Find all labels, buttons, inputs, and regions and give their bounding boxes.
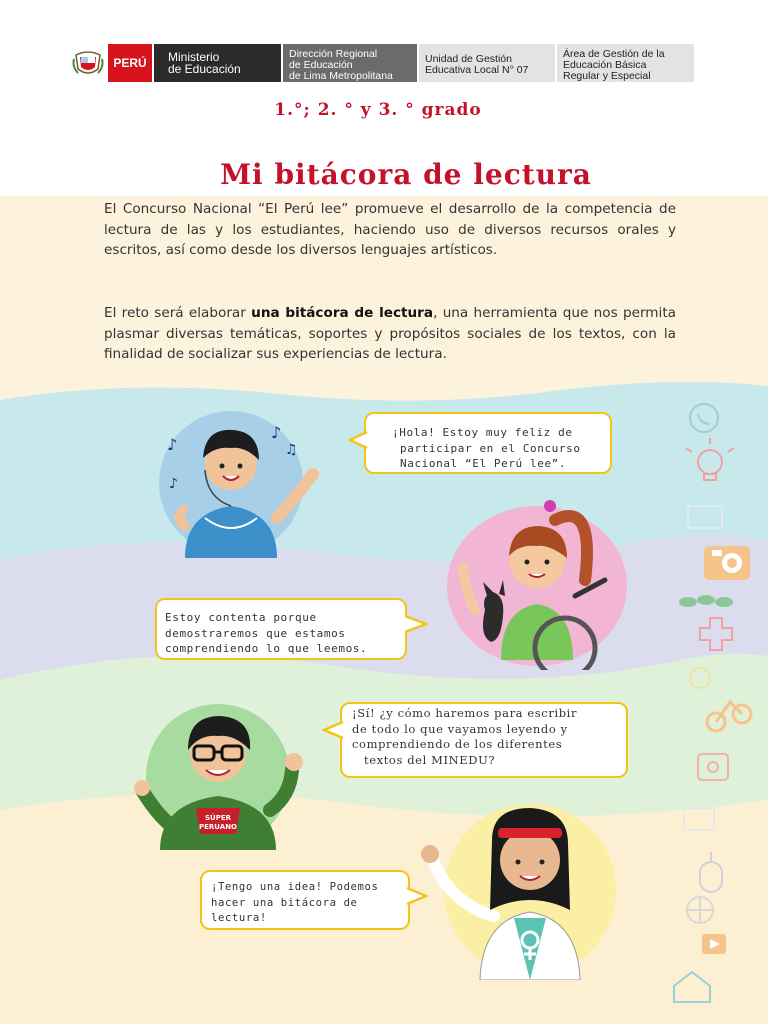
camera-icon bbox=[704, 546, 750, 580]
decorative-side-icons bbox=[670, 396, 768, 1016]
speech-bubble-2-tail bbox=[404, 614, 428, 634]
area-gestion-label: Área de Gestión de la Educación Básica Regular y Especial bbox=[555, 44, 694, 82]
boy-with-glasses-illustration bbox=[120, 700, 320, 850]
house-icon bbox=[674, 972, 710, 1002]
svg-text:♪: ♪ bbox=[169, 476, 178, 492]
girl-in-wheelchair-illustration bbox=[445, 500, 645, 670]
svg-text:♪: ♪ bbox=[167, 435, 178, 454]
shirt-text-peruano: PERUANO bbox=[199, 823, 237, 831]
mouse-icon bbox=[700, 852, 722, 892]
globe-icon bbox=[687, 897, 713, 923]
institutional-header bbox=[68, 44, 704, 82]
speech-bubble-4-tail bbox=[406, 886, 428, 906]
video-icon bbox=[702, 934, 726, 954]
boy-with-headphones-illustration bbox=[145, 408, 350, 558]
grade-heading: 1.°; 2. ° y 3. ° grado bbox=[274, 100, 482, 120]
envelope-icon bbox=[684, 808, 714, 830]
cross-icon bbox=[700, 618, 732, 650]
direccion-regional-label: Dirección Regional de Educación de Lima Metropolitana bbox=[281, 44, 417, 82]
ugel-label: Unidad de Gestión Educativa Local N° 07 bbox=[417, 44, 555, 82]
coat-of-arms-icon bbox=[68, 44, 108, 82]
speech-bubble-2: Estoy contenta porque demostraremos que estamos comprendiendo lo que leemos. bbox=[155, 598, 407, 660]
lightbulb-icon bbox=[686, 438, 734, 480]
intro-paragraph-1: El Concurso Nacional “El Perú lee” promueve el desarrollo de la competencia de lectura de las y los estudiantes, haciendo uso de diversos recursos orales y escritos, así como desde los diversos lenguajes artísticos. bbox=[104, 201, 676, 259]
gear-icon bbox=[690, 668, 710, 688]
intro-paragraph-2: El reto será elaborar una bitácora de lectura, una herramienta que nos permita plasmar diversas temáticas, soportes y propósitos sociales de los textos, con la finalidad de socializar sus experiencias de lectura. bbox=[104, 305, 676, 363]
speech-bubble-1: ¡Hola! Estoy muy feliz de participar en el Concurso Nacional “El Perú lee”. bbox=[364, 412, 612, 474]
svg-text:♫: ♫ bbox=[285, 442, 298, 458]
monitor-icon bbox=[688, 506, 722, 528]
phone-chat-icon bbox=[690, 404, 718, 432]
bitacora-emphasis: una bitácora de lectura bbox=[251, 305, 434, 321]
bicycle-icon bbox=[707, 702, 751, 731]
page-title: Mi bitácora de lectura bbox=[220, 158, 592, 191]
ministerio-label: Ministerio de Educación bbox=[152, 44, 281, 82]
shirt-text-super: SÚPER bbox=[204, 814, 232, 822]
girl-with-headband-illustration bbox=[410, 800, 620, 980]
leaves-icon bbox=[679, 595, 733, 607]
speech-bubble-4: ¡Tengo una idea! Podemos hacer una bitácora de lectura! bbox=[200, 870, 410, 930]
svg-text:♪: ♪ bbox=[271, 423, 282, 442]
speech-bubble-3-tail bbox=[322, 720, 344, 740]
picture-frame-icon bbox=[698, 754, 728, 780]
speech-bubble-1-tail bbox=[348, 430, 368, 450]
peru-label: PERÚ bbox=[108, 44, 152, 82]
speech-bubble-3: ¡Sí! ¿y cómo haremos para escribir de todo lo que vayamos leyendo y comprendiendo de los diferentes textos del MINEDU? bbox=[340, 702, 628, 778]
